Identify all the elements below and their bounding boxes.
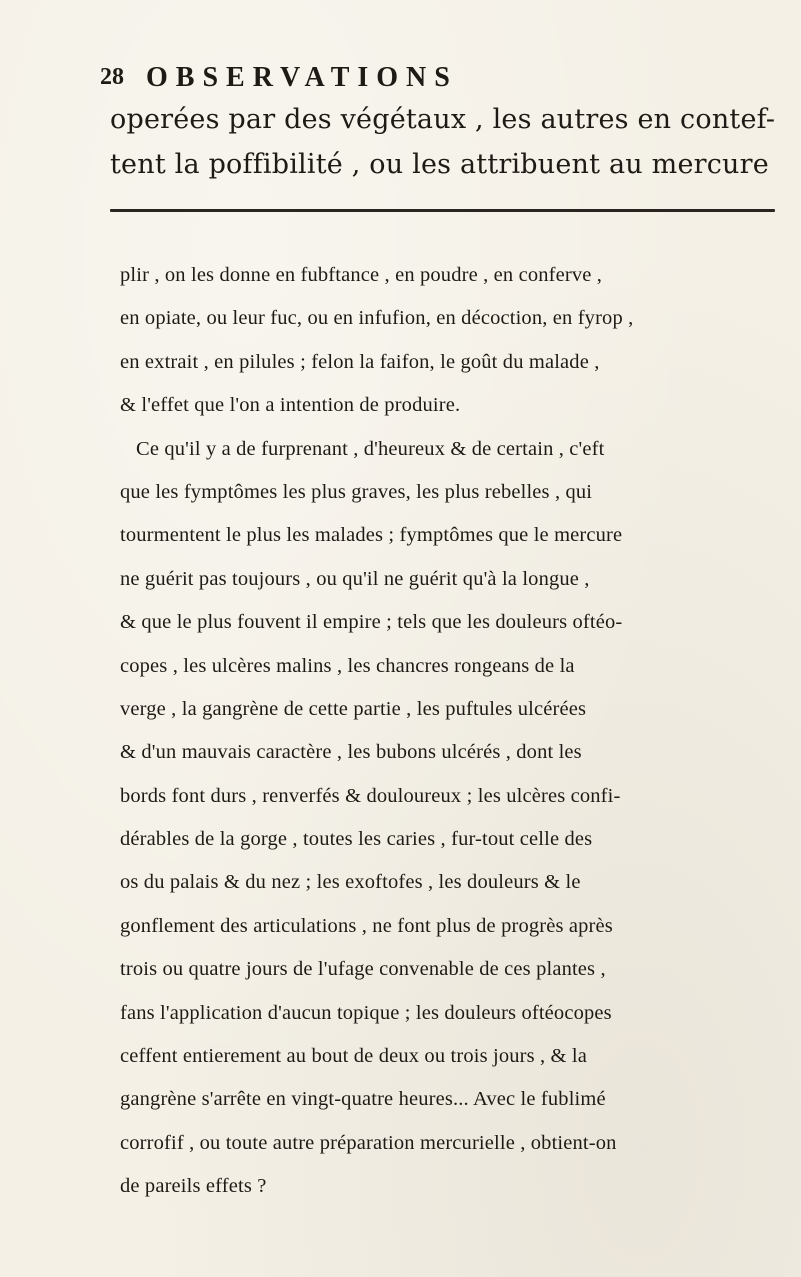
text-line: ceffent entierement au bout de deux ou trois jours , & la xyxy=(120,1045,588,1068)
text-line: bords font durs , renverfés & douloureux ; les ulcères confi- xyxy=(120,784,621,807)
page-number: 28 xyxy=(100,64,124,90)
text-line: que les fymptômes les plus graves, les plus rebelles , qui xyxy=(120,480,593,503)
text-line: ne guérit pas toujours , ou qu'il ne guérit qu'à la longue , xyxy=(120,567,590,590)
text-line: copes , les ulcères malins , les chancres rongeans de la xyxy=(120,654,575,677)
body-text xyxy=(120,254,770,1209)
text-line: os du palais & du nez ; les exoftofes , les douleurs & le xyxy=(120,871,581,894)
text-line: & l'effet que l'on a intention de produire. xyxy=(120,394,461,417)
text-line: trois ou quatre jours de l'ufage convenable de ces plantes , xyxy=(120,958,606,981)
text-line: dérables de la gorge , toutes les caries , fur-tout celle des xyxy=(120,828,593,851)
text-line: fans l'application d'aucun topique ; les douleurs oftéocopes xyxy=(120,1001,612,1024)
page-header xyxy=(100,62,700,102)
running-head: OBSERVATIONS xyxy=(146,62,458,93)
text-line: Ce qu'il y a de furprenant , d'heureux & de certain , c'eft xyxy=(136,437,605,460)
text-line: & que le plus fouvent il empire ; tels que les douleurs oftéo- xyxy=(120,611,623,634)
text-line: plir , on les donne en fubftance , en poudre , en conferve , xyxy=(120,264,603,286)
section-divider xyxy=(110,209,775,212)
text-line: tourmentent le plus les malades ; fymptômes que le mercure xyxy=(120,524,623,547)
text-line: en opiate, ou leur fuc, ou en infufion, en décoction, en fyrop , xyxy=(120,307,634,330)
text-line: verge , la gangrène de cette partie , les puftules ulcérées xyxy=(120,697,587,720)
text-line: de pareils effets ? xyxy=(120,1175,267,1198)
text-line: & d'un mauvais caractère , les bubons ulcérés , dont les xyxy=(120,741,582,764)
text-line: gonflement des articulations , ne font plus de progrès après xyxy=(120,914,613,937)
text-line: en extrait , en pilules ; felon la faifon, le goût du malade , xyxy=(120,350,600,373)
text-line: corrofif , ou toute autre préparation mercurielle , obtient-on xyxy=(120,1131,617,1154)
text-line: gangrène s'arrête en vingt-quatre heures... Avec le fublimé xyxy=(120,1088,606,1111)
intro-line: operées par des végétaux , les autres en contef- xyxy=(110,104,776,135)
intro-line: tent la poffibilité , ou les attribuent au mercure xyxy=(110,149,769,180)
